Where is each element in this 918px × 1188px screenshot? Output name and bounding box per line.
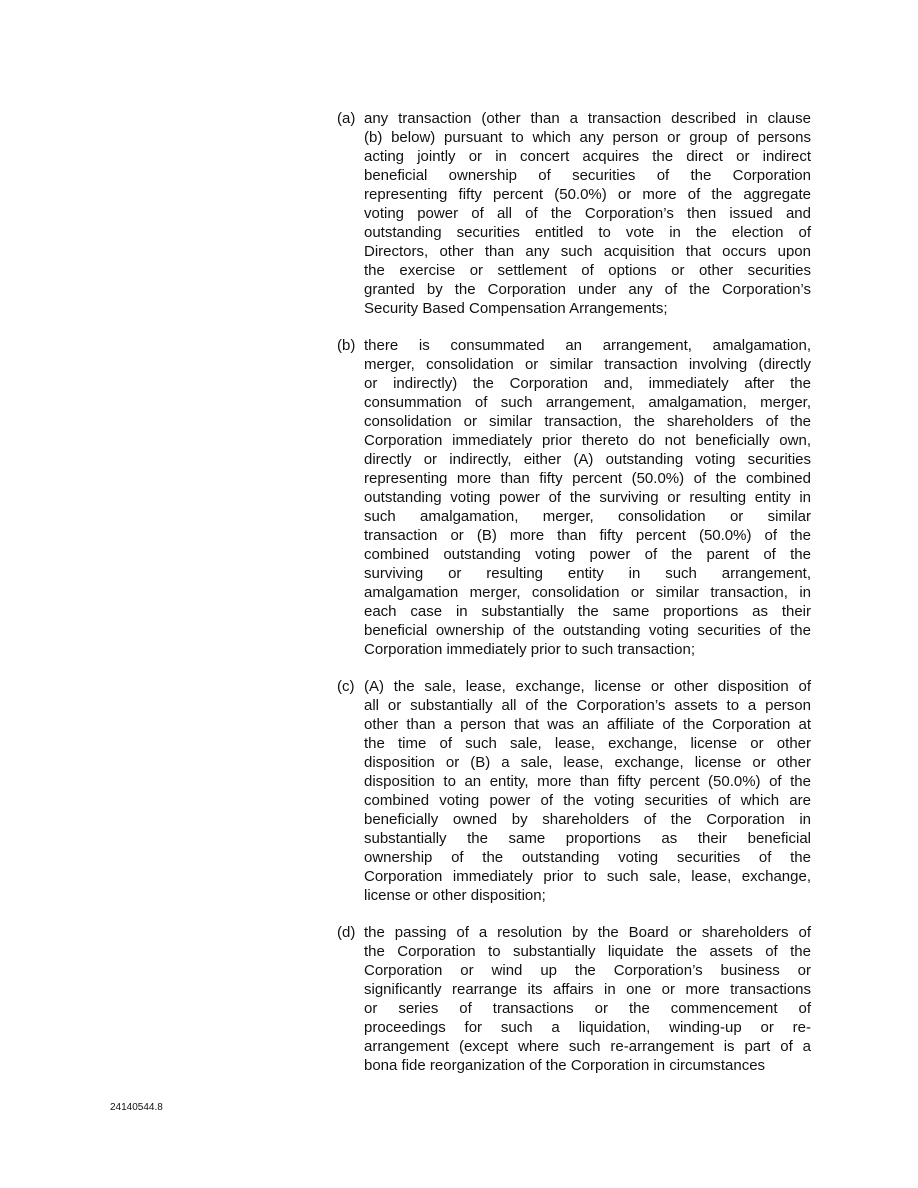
text-line: surviving or resulting entity in such arrangement, <box>364 565 811 582</box>
text-line: consolidation or similar transaction, the shareholders of the <box>364 413 811 430</box>
text-line: license or other disposition; <box>364 887 546 904</box>
text-line: Corporation immediately prior to such transaction; <box>364 641 695 658</box>
text-line: or indirectly) the Corporation and, immediately after the <box>364 375 811 392</box>
text-line: there is consummated an arrangement, amalgamation, <box>364 337 811 354</box>
text-line: each case in substantially the same proportions as their <box>364 603 811 620</box>
text-line: disposition or (B) a sale, lease, exchange, license or other <box>364 754 811 771</box>
text-line: Security Based Compensation Arrangements; <box>364 300 668 317</box>
clause-label: (d) <box>337 924 356 941</box>
text-line: directly or indirectly, either (A) outstanding voting securities <box>364 451 811 468</box>
text-line: representing fifty percent (50.0%) or more of the aggregate <box>364 186 811 203</box>
document-id-footer: 24140544.8 <box>110 1102 163 1113</box>
text-line: or series of transactions or the commencement of <box>364 1000 811 1017</box>
text-line: such amalgamation, merger, consolidation or similar <box>364 508 811 525</box>
text-line: beneficially owned by shareholders of the Corporation in <box>364 811 811 828</box>
text-line: outstanding securities entitled to vote in the election of <box>364 224 811 241</box>
clause-text <box>364 336 811 659</box>
text-line: voting power of all of the Corporation’s then issued and <box>364 205 811 222</box>
text-line: amalgamation merger, consolidation or similar transaction, in <box>364 584 811 601</box>
text-line: significantly rearrange its affairs in one or more transactions <box>364 981 811 998</box>
clause-label: (a) <box>337 110 356 127</box>
text-line: Directors, other than any such acquisition that occurs upon <box>364 243 811 260</box>
text-line: substantially the same proportions as their beneficial <box>364 830 811 847</box>
text-line: all or substantially all of the Corporation’s assets to a person <box>364 697 811 714</box>
text-line: consummation of such arrangement, amalgamation, merger, <box>364 394 811 411</box>
clause-label: (b) <box>337 337 356 354</box>
text-line: combined outstanding voting power of the parent of the <box>364 546 811 563</box>
text-line: the exercise or settlement of options or other securities <box>364 262 811 279</box>
text-line: (b) below) pursuant to which any person or group of persons <box>364 129 811 146</box>
text-line: other than a person that was an affiliate of the Corporation at <box>364 716 811 733</box>
text-line: proceedings for such a liquidation, winding-up or re- <box>364 1019 811 1036</box>
text-line: beneficial ownership of the outstanding voting securities of the <box>364 622 811 639</box>
text-line: (A) the sale, lease, exchange, license or other disposition of <box>364 678 811 695</box>
text-line: the passing of a resolution by the Board or shareholders of <box>364 924 811 941</box>
clause-text <box>364 677 811 905</box>
text-line: bona fide reorganization of the Corporation in circumstances <box>364 1057 766 1074</box>
text-line: Corporation immediately prior to such sale, lease, exchange, <box>364 868 811 885</box>
text-line: the time of such sale, lease, exchange, license or other <box>364 735 811 752</box>
text-line: ownership of the outstanding voting securities of the <box>364 849 811 866</box>
text-line: Corporation immediately prior thereto do not beneficially own, <box>364 432 811 449</box>
text-line: merger, consolidation or similar transaction involving (directly <box>364 356 811 373</box>
text-line: the Corporation to substantially liquidate the assets of the <box>364 943 811 960</box>
text-line: arrangement (except where such re-arrangement is part of a <box>364 1038 811 1055</box>
clause-text <box>364 923 811 1075</box>
text-line: Corporation or wind up the Corporation’s business or <box>364 962 811 979</box>
text-line: combined voting power of the voting securities of which are <box>364 792 811 809</box>
text-line: transaction or (B) more than fifty percent (50.0%) of the <box>364 527 811 544</box>
text-line: any transaction (other than a transaction described in clause <box>364 110 811 127</box>
text-line: granted by the Corporation under any of the Corporation’s <box>364 281 811 298</box>
text-line: outstanding voting power of the surviving or resulting entity in <box>364 489 811 506</box>
text-line: representing more than fifty percent (50.0%) of the combined <box>364 470 811 487</box>
clause-text <box>364 109 811 318</box>
text-line: disposition to an entity, more than fifty percent (50.0%) of the <box>364 773 811 790</box>
text-line: beneficial ownership of securities of the Corporation <box>364 167 811 184</box>
clause-label: (c) <box>337 678 355 695</box>
text-line: acting jointly or in concert acquires the direct or indirect <box>364 148 811 165</box>
